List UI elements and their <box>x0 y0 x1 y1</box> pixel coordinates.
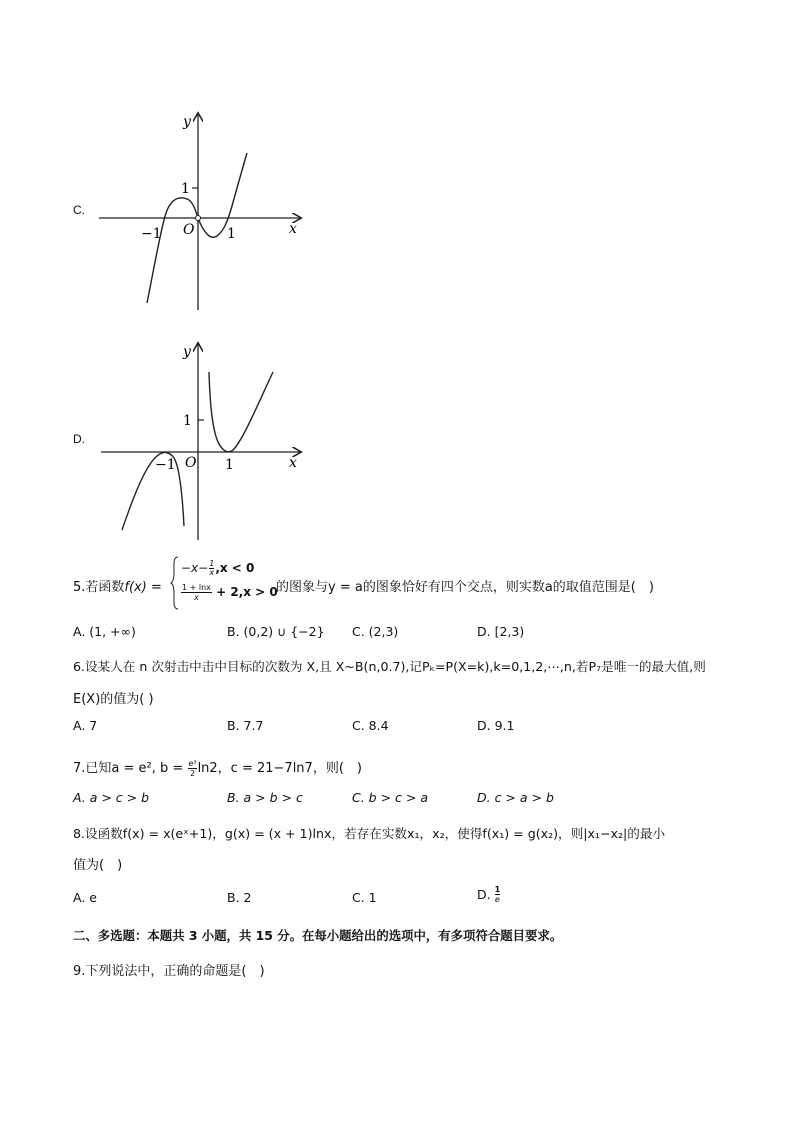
q7-option-c[interactable]: C. b > c > a <box>352 790 428 805</box>
c-origin-label: O <box>183 222 195 238</box>
d-tick-1-y: 1 <box>183 413 192 429</box>
section2-heading: 二、多选题：本题共 3 小题，共 15 分。在每小题给出的选项中，有多项符合题目要求。 <box>73 928 563 943</box>
q8-line2: 值为( ) <box>73 858 123 873</box>
q8-option-c[interactable]: C. 1 <box>352 890 377 905</box>
q7-stem: 7.已知a = e², b = $\frac{\text{e³}}{2}$ ln2，c = 21−7ln7，则( ) <box>73 759 362 778</box>
q8-option-b[interactable]: B. 2 <box>227 890 252 905</box>
d-origin-label: O <box>185 455 197 471</box>
q6-option-a[interactable]: A. 7 <box>73 718 98 733</box>
c-tick-neg1-x: −1 <box>141 226 162 242</box>
d-tick-1-x: 1 <box>225 457 234 473</box>
option-c-label[interactable]: C. <box>73 203 85 217</box>
d-y-label: y <box>183 344 191 360</box>
q8-option-d[interactable]: D. $\frac{1}{e}$ <box>477 885 501 904</box>
option-c-graph <box>95 108 310 313</box>
q5-prefix: 5.若函数f(x) = <box>73 580 162 595</box>
q5-piece1: −x− $\frac{1}{x}$ ,x < 0 <box>181 559 255 577</box>
d-curve-right <box>209 372 273 452</box>
option-d-graph <box>95 338 310 543</box>
q5-suffix: 的图象与y = a的图象恰好有四个交点，则实数a的取值范围是( ) <box>276 580 654 595</box>
q9-stem: 9.下列说法中，正确的命题是( ) <box>73 964 265 979</box>
q6-option-c[interactable]: C. 8.4 <box>352 718 389 733</box>
q8-line1: 8.设函数f(x) = x(eˣ+1)，g(x) = (x + 1)lnx，若存在实数x₁，x₂，使得f(x₁) = g(x₂)，则|x₁−x₂|的最小 <box>73 826 666 841</box>
q5-option-a[interactable]: A. (1, +∞) <box>73 624 136 639</box>
q6-option-d[interactable]: D. 9.1 <box>477 718 515 733</box>
q7-option-b[interactable]: B. a > b > c <box>227 790 303 805</box>
q5-option-b[interactable]: B. (0,2) ∪ {−2} <box>227 624 325 639</box>
q5-piece2: $\frac{1 + \ln x}{x}$ + 2,x > 0 <box>182 583 278 602</box>
q5-option-c[interactable]: C. (2,3) <box>352 624 399 639</box>
c-tick-1-y: 1 <box>181 181 190 197</box>
q8-option-a[interactable]: A. e <box>73 890 97 905</box>
q6-option-b[interactable]: B. 7.7 <box>227 718 264 733</box>
q7-option-d[interactable]: D. c > a > b <box>477 790 554 805</box>
d-x-label: x <box>289 455 297 471</box>
q6-line2: E(X)的值为( ) <box>73 692 154 707</box>
q7-option-a[interactable]: A. a > c > b <box>73 790 150 805</box>
c-x-label: x <box>289 221 297 237</box>
q5-option-d[interactable]: D. [2,3) <box>477 624 525 639</box>
c-tick-1-x: 1 <box>227 226 236 242</box>
option-d-label[interactable]: D. <box>73 432 85 446</box>
q6-line1: 6.设某人在 n 次射击中击中目标的次数为 X,且 X~B(n,0.7),记Pₖ=P(X=k),k=0,1,2,⋯,n,若P₇是唯一的最大值,则 <box>73 659 706 674</box>
q5-brace <box>170 556 180 610</box>
d-tick-neg1-x: −1 <box>155 457 176 473</box>
c-y-label: y <box>183 114 191 130</box>
